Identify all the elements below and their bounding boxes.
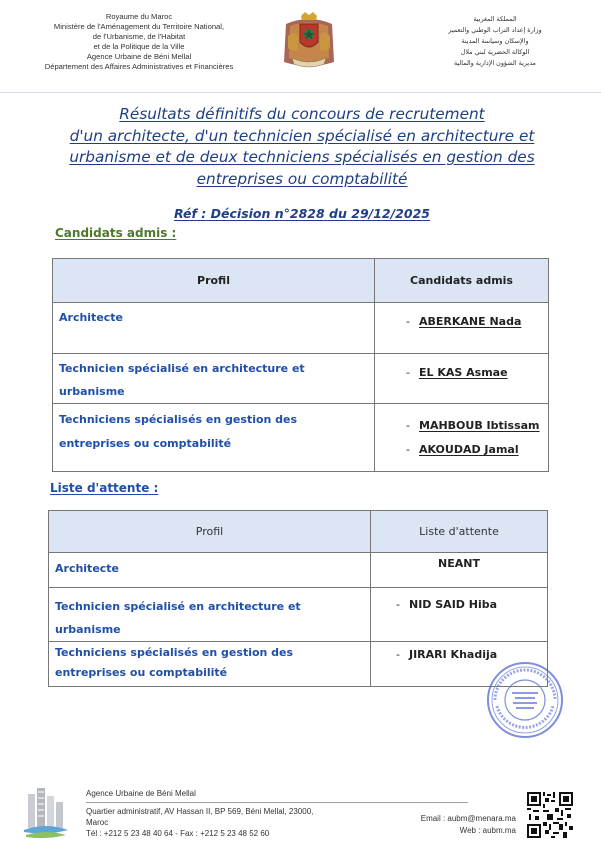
candidate-entry: [375, 404, 548, 438]
address-line: Maroc: [86, 818, 109, 827]
list-dash: -: [396, 648, 400, 661]
list-dash: -: [406, 315, 410, 328]
column-header-attente: Liste d'attente: [371, 511, 548, 553]
candidate-entry: [375, 354, 548, 379]
candidates-cell: [375, 303, 549, 354]
document-title: [40, 104, 564, 190]
footer-organization: Agence Urbaine de Béni Mellal: [86, 789, 196, 798]
footer-divider: [86, 802, 468, 803]
header-right-line: المملكة المغربية: [473, 15, 517, 23]
candidate-name: AKOUDAD Jamal: [419, 443, 519, 456]
profil-cell: [49, 642, 371, 687]
header-right-line: والإسكان وسياسة المدينة: [461, 37, 529, 45]
header-right-line: وزارة إعداد التراب الوطني والتعمير: [448, 26, 542, 34]
footer-email: Email : aubm@menara.ma: [420, 814, 516, 823]
table-row: [49, 588, 548, 642]
decision-reference: Réf : Décision n°2828 du 29/12/2025: [174, 206, 430, 221]
profil-cell: [49, 553, 371, 588]
candidate-entry: [371, 588, 547, 611]
header-left-block: [18, 12, 260, 72]
header-left-line: Ministère de l'Aménagement du Territoire National,: [53, 22, 225, 31]
candidates-cell: [371, 588, 548, 642]
title-line: d'un architecte, d'un technicien spécialisé en architecture et: [69, 126, 535, 145]
list-dash: -: [396, 598, 400, 611]
admis-table: [52, 258, 549, 472]
profil-cell: [53, 354, 375, 404]
profil-cell: [53, 303, 375, 354]
profil-label: Architecte: [59, 311, 124, 324]
profil-label: Technicien spécialisé en architecture et urbanisme: [55, 600, 301, 636]
candidate-name: ABERKANE Nada: [419, 315, 522, 328]
table-row: [53, 354, 549, 404]
profil-cell: [49, 588, 371, 642]
candidate-name: NEANT: [438, 557, 480, 570]
footer-web: Web : aubm.ma: [459, 826, 516, 835]
header-right-line: مديرية الشؤون الإدارية والمالية: [454, 59, 536, 67]
table-row: [49, 642, 548, 687]
table-row: [53, 303, 549, 354]
candidate-name: JIRARI Khadija: [409, 648, 498, 661]
attente-table: [48, 510, 548, 687]
candidate-entry: [375, 303, 548, 328]
profil-cell: [53, 404, 375, 472]
header-right-block: [425, 14, 565, 69]
title-line: Résultats définitifs du concours de recrutement: [119, 105, 485, 123]
table-row: [53, 404, 549, 472]
column-header-profil: Profil: [53, 259, 375, 303]
profil-label: Techniciens spécialisés en gestion des entreprises ou comptabilité: [59, 413, 298, 450]
header-left-line: et de la Politique de la Ville: [93, 42, 185, 51]
official-stamp-icon: [485, 660, 565, 740]
candidate-entry: [375, 438, 548, 462]
column-header-profil: Profil: [49, 511, 371, 553]
footer-address: [86, 806, 376, 839]
header-left-line: Département des Affaires Administratives et Financières: [44, 62, 234, 71]
footer-contact: [370, 813, 516, 837]
list-dash: -: [406, 419, 410, 432]
attente-section-heading: Liste d'attente :: [50, 481, 159, 495]
list-dash: -: [406, 366, 410, 379]
attente-header-row: [49, 511, 548, 553]
qr-code-icon: [527, 792, 573, 838]
header-left-line: Agence Urbaine de Béni Mellal: [86, 52, 192, 61]
header-divider: [0, 92, 601, 93]
profil-label: Techniciens spécialisés en gestion des entreprises ou comptabilité: [55, 646, 294, 679]
candidate-entry: [371, 553, 547, 570]
candidate-name: EL KAS Asmae: [419, 366, 508, 379]
header-left-line: de l'Urbanisme, de l'Habitat: [92, 32, 186, 41]
candidate-entry: [371, 642, 547, 661]
candidates-cell: [375, 404, 549, 472]
table-row: [49, 553, 548, 588]
phone-fax: Tél : +212 5 23 48 40 64 - Fax : +212 5 23 48 52 60: [86, 829, 270, 838]
admis-section-heading: Candidats admis :: [55, 226, 177, 240]
agency-logo-icon: [22, 782, 70, 842]
candidates-cell: [375, 354, 549, 404]
header-left-line: Royaume du Maroc: [105, 12, 173, 21]
address-line: Quartier administratif, AV Hassan II, BP 569, Béni Mellal, 23000,: [86, 807, 314, 816]
list-dash: -: [406, 443, 410, 456]
candidate-name: MAHBOUB Ibtissam: [419, 419, 540, 432]
candidate-name: NID SAID Hiba: [409, 598, 498, 611]
title-line: entreprises ou comptabilité: [196, 169, 408, 188]
header-right-line: الوكالة الحضرية لبني ملال: [460, 48, 530, 56]
profil-label: Technicien spécialisé en architecture et urbanisme: [59, 362, 305, 398]
profil-label: Architecte: [55, 562, 120, 575]
admis-header-row: [53, 259, 549, 303]
moroccan-coat-of-arms-icon: [278, 10, 340, 72]
candidates-cell: [371, 553, 548, 588]
title-line: urbanisme et de deux techniciens spécialisés en gestion des: [69, 148, 535, 166]
column-header-candidats: Candidats admis: [375, 259, 549, 303]
